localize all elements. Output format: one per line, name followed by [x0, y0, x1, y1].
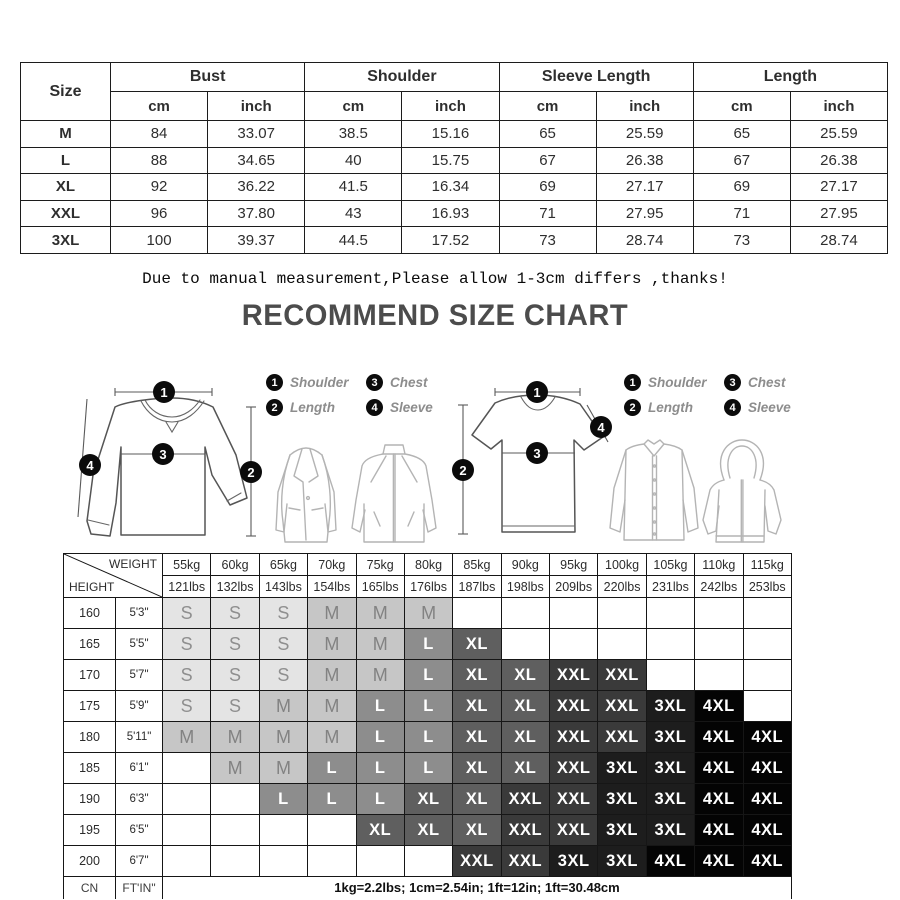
measurement-cell: 27.95	[596, 200, 693, 227]
recommended-size-cell: XL	[404, 815, 452, 846]
empty-cell	[743, 691, 792, 722]
recommended-size-cell: XL	[453, 629, 501, 660]
legend-number-icon: 4	[724, 399, 741, 416]
size-column-header: Size	[21, 63, 111, 121]
weight-lbs-header: 165lbs	[356, 576, 404, 598]
legend-shoulder	[624, 374, 724, 391]
height-cm-cell: 200	[64, 846, 116, 877]
measurement-cell: 28.74	[790, 227, 887, 254]
length-marker: 2	[452, 459, 474, 481]
measure-legend	[266, 374, 454, 416]
recommended-size-cell: XXL	[550, 722, 598, 753]
measurement-note: Due to manual measurement,Please allow 1-3cm differs ,thanks!	[142, 270, 728, 288]
recommended-size-cell: 3XL	[646, 691, 694, 722]
measurement-cell: 73	[499, 227, 596, 254]
longsleeve-shirt-diagram	[75, 385, 270, 545]
legend-label: Length	[290, 400, 335, 415]
recommend-size-matrix	[63, 553, 792, 899]
measurement-cell: 65	[499, 121, 596, 148]
recommended-size-cell: 4XL	[646, 846, 694, 877]
empty-cell	[646, 598, 694, 629]
recommended-size-cell: S	[211, 629, 259, 660]
recommended-size-cell: XL	[453, 722, 501, 753]
recommended-size-cell: XL	[453, 691, 501, 722]
cn-unit-cell: CN	[64, 877, 116, 899]
size-row	[21, 227, 888, 254]
weight-kg-header: 80kg	[404, 554, 452, 576]
measurement-cell: 39.37	[208, 227, 305, 254]
shoulder-marker: 1	[526, 381, 548, 403]
weight-lbs-header: 143lbs	[259, 576, 307, 598]
measurement-cell: 96	[111, 200, 208, 227]
legend-sleeve	[366, 399, 454, 416]
legend-label: Chest	[390, 375, 428, 390]
weight-lbs-header: 121lbs	[163, 576, 211, 598]
recommended-size-cell: M	[211, 753, 259, 784]
measurement-cell: 25.59	[790, 121, 887, 148]
weight-kg-header: 70kg	[308, 554, 356, 576]
height-ftin-cell: 6'7"	[116, 846, 163, 877]
height-row	[64, 784, 792, 815]
measurement-cell: 27.17	[596, 174, 693, 201]
size-name-cell: 3XL	[21, 227, 111, 254]
recommended-size-cell: L	[356, 753, 404, 784]
weight-kg-header: 105kg	[646, 554, 694, 576]
weight-lbs-header-row	[64, 576, 792, 598]
corner-weight-label: WEIGHT	[109, 557, 157, 571]
weight-lbs-header: 154lbs	[308, 576, 356, 598]
legend-number-icon: 1	[266, 374, 283, 391]
size-name-cell: XXL	[21, 200, 111, 227]
unit-inch-header: inch	[596, 92, 693, 121]
recommended-size-cell: M	[356, 629, 404, 660]
recommended-size-cell: S	[163, 598, 211, 629]
measurement-cell: 17.52	[402, 227, 499, 254]
height-ftin-cell: 6'5"	[116, 815, 163, 846]
empty-cell	[308, 815, 356, 846]
legend-chest	[366, 374, 454, 391]
length-header: Length	[693, 63, 887, 92]
measurement-cell: 44.5	[305, 227, 402, 254]
empty-cell	[163, 846, 211, 877]
recommended-size-cell: S	[211, 660, 259, 691]
recommended-size-cell: M	[308, 660, 356, 691]
empty-cell	[356, 846, 404, 877]
recommended-size-cell: S	[163, 660, 211, 691]
weight-lbs-header: 220lbs	[598, 576, 646, 598]
legend-label: Shoulder	[648, 375, 707, 390]
length-marker: 2	[240, 461, 262, 483]
height-row	[64, 629, 792, 660]
recommended-size-cell: 4XL	[695, 722, 743, 753]
height-row	[64, 691, 792, 722]
legend-number-icon: 4	[366, 399, 383, 416]
recommended-size-cell: L	[404, 691, 452, 722]
recommended-size-cell: L	[404, 753, 452, 784]
height-ftin-cell: 5'9"	[116, 691, 163, 722]
legend-length	[266, 399, 366, 416]
height-cm-cell: 175	[64, 691, 116, 722]
hoodie-illustration	[698, 434, 786, 550]
recommended-size-cell: XL	[453, 784, 501, 815]
height-cm-cell: 170	[64, 660, 116, 691]
recommended-size-cell: XXL	[598, 722, 646, 753]
empty-cell	[404, 846, 452, 877]
height-row	[64, 660, 792, 691]
recommended-size-cell: L	[308, 784, 356, 815]
measurement-cell: 16.34	[402, 174, 499, 201]
legend-shoulder	[266, 374, 366, 391]
size-row	[21, 200, 888, 227]
measurement-table	[20, 62, 888, 254]
shoulder-header: Shoulder	[305, 63, 499, 92]
legend-number-icon: 3	[724, 374, 741, 391]
weight-kg-header: 100kg	[598, 554, 646, 576]
measurement-cell: 65	[693, 121, 790, 148]
legend-label: Length	[648, 400, 693, 415]
recommended-size-cell: 3XL	[598, 753, 646, 784]
measurement-cell: 92	[111, 174, 208, 201]
measurement-cell: 67	[499, 147, 596, 174]
group-header-row	[21, 63, 888, 92]
empty-cell	[211, 815, 259, 846]
recommended-size-cell: M	[308, 722, 356, 753]
measurement-cell: 15.75	[402, 147, 499, 174]
measurement-cell: 28.74	[596, 227, 693, 254]
recommended-size-cell: L	[308, 753, 356, 784]
tshirt-diagram	[450, 385, 620, 545]
empty-cell	[163, 753, 211, 784]
recommended-size-cell: L	[404, 660, 452, 691]
recommended-size-cell: M	[259, 691, 307, 722]
unit-cm-header: cm	[305, 92, 402, 121]
height-ftin-cell: 5'5"	[116, 629, 163, 660]
empty-cell	[259, 815, 307, 846]
empty-cell	[695, 598, 743, 629]
button-shirt-illustration	[606, 436, 702, 548]
weight-lbs-header: 253lbs	[743, 576, 792, 598]
recommended-size-cell: S	[163, 629, 211, 660]
recommended-size-cell: S	[259, 660, 307, 691]
shoulder-marker: 1	[153, 381, 175, 403]
conversion-note: 1kg=2.2lbs; 1cm=2.54in; 1ft=12in; 1ft=30.48cm	[163, 877, 792, 899]
recommended-size-cell: 3XL	[646, 784, 694, 815]
weight-kg-header: 60kg	[211, 554, 259, 576]
empty-cell	[501, 598, 549, 629]
height-ftin-cell: 5'7"	[116, 660, 163, 691]
unit-cm-header: cm	[499, 92, 596, 121]
height-cm-cell: 185	[64, 753, 116, 784]
measurement-cell: 33.07	[208, 121, 305, 148]
weight-lbs-header: 209lbs	[550, 576, 598, 598]
empty-cell	[598, 629, 646, 660]
matrix-footer-row	[64, 877, 792, 899]
size-name-cell: XL	[21, 174, 111, 201]
measurement-cell: 15.16	[402, 121, 499, 148]
recommended-size-cell: M	[163, 722, 211, 753]
empty-cell	[550, 629, 598, 660]
unit-inch-header: inch	[402, 92, 499, 121]
empty-cell	[501, 629, 549, 660]
recommended-size-cell: XL	[501, 753, 549, 784]
height-cm-cell: 160	[64, 598, 116, 629]
empty-cell	[598, 598, 646, 629]
height-cm-cell: 165	[64, 629, 116, 660]
measurement-cell: 43	[305, 200, 402, 227]
recommended-size-cell: 4XL	[695, 846, 743, 877]
legend-label: Shoulder	[290, 375, 349, 390]
empty-cell	[695, 660, 743, 691]
empty-cell	[308, 846, 356, 877]
weight-lbs-header: 132lbs	[211, 576, 259, 598]
size-name-cell: L	[21, 147, 111, 174]
measurement-cell: 100	[111, 227, 208, 254]
empty-cell	[259, 846, 307, 877]
recommended-size-cell: S	[259, 598, 307, 629]
size-row	[21, 174, 888, 201]
recommended-size-cell: M	[308, 629, 356, 660]
weight-kg-header: 65kg	[259, 554, 307, 576]
recommended-size-cell: M	[356, 598, 404, 629]
weight-kg-header: 90kg	[501, 554, 549, 576]
measurement-cell: 26.38	[790, 147, 887, 174]
recommended-size-cell: 4XL	[743, 722, 792, 753]
weight-kg-header: 115kg	[743, 554, 792, 576]
legend-number-icon: 3	[366, 374, 383, 391]
measurement-cell: 40	[305, 147, 402, 174]
recommended-size-cell: 3XL	[550, 846, 598, 877]
recommended-size-cell: 4XL	[743, 815, 792, 846]
recommended-size-cell: L	[356, 722, 404, 753]
weight-kg-header: 110kg	[695, 554, 743, 576]
recommended-size-cell: XXL	[550, 753, 598, 784]
size-row	[21, 121, 888, 148]
weight-kg-header: 75kg	[356, 554, 404, 576]
measurement-cell: 36.22	[208, 174, 305, 201]
measurement-cell: 16.93	[402, 200, 499, 227]
legend-length	[624, 399, 724, 416]
recommended-size-cell: XXL	[550, 660, 598, 691]
weight-lbs-header: 242lbs	[695, 576, 743, 598]
measurement-cell: 37.80	[208, 200, 305, 227]
measurement-cell: 38.5	[305, 121, 402, 148]
weight-lbs-header: 187lbs	[453, 576, 501, 598]
sleeve-marker: 4	[79, 454, 101, 476]
recommended-size-cell: XL	[501, 691, 549, 722]
unit-header-row	[21, 92, 888, 121]
bust-header: Bust	[111, 63, 305, 92]
recommended-size-cell: 4XL	[695, 691, 743, 722]
empty-cell	[695, 629, 743, 660]
measurement-cell: 84	[111, 121, 208, 148]
height-ftin-cell: 6'1"	[116, 753, 163, 784]
recommended-size-cell: XL	[356, 815, 404, 846]
measurement-cell: 26.38	[596, 147, 693, 174]
recommended-size-cell: 4XL	[695, 784, 743, 815]
recommended-size-cell: 3XL	[598, 784, 646, 815]
recommended-size-cell: XL	[453, 815, 501, 846]
recommended-size-cell: S	[259, 629, 307, 660]
legend-label: Chest	[748, 375, 786, 390]
weight-kg-header: 85kg	[453, 554, 501, 576]
height-cm-cell: 195	[64, 815, 116, 846]
height-weight-corner-cell	[64, 554, 163, 598]
recommended-size-cell: M	[308, 598, 356, 629]
height-ftin-cell: 6'3"	[116, 784, 163, 815]
empty-cell	[743, 598, 792, 629]
empty-cell	[163, 815, 211, 846]
recommended-size-cell: S	[211, 598, 259, 629]
recommended-size-cell: S	[163, 691, 211, 722]
sleeve-length-header: Sleeve Length	[499, 63, 693, 92]
recommended-size-cell: XXL	[550, 784, 598, 815]
sleeve-marker: 4	[590, 416, 612, 438]
legend-label: Sleeve	[748, 400, 791, 415]
empty-cell	[743, 629, 792, 660]
ftin-unit-cell: FT'IN"	[116, 877, 163, 899]
empty-cell	[163, 784, 211, 815]
measurement-cell: 69	[499, 174, 596, 201]
height-ftin-cell: 5'3"	[116, 598, 163, 629]
recommended-size-cell: XL	[501, 660, 549, 691]
recommended-size-cell: L	[259, 784, 307, 815]
height-row	[64, 722, 792, 753]
recommended-size-cell: L	[356, 784, 404, 815]
empty-cell	[646, 660, 694, 691]
blazer-illustration	[270, 442, 342, 548]
recommended-size-cell: 4XL	[743, 846, 792, 877]
recommended-size-cell: L	[404, 629, 452, 660]
chest-marker: 3	[152, 443, 174, 465]
weight-kg-header: 95kg	[550, 554, 598, 576]
legend-label: Sleeve	[390, 400, 433, 415]
recommended-size-cell: XXL	[453, 846, 501, 877]
unit-inch-header: inch	[790, 92, 887, 121]
height-row	[64, 815, 792, 846]
unit-cm-header: cm	[111, 92, 208, 121]
recommended-size-cell: XXL	[550, 815, 598, 846]
recommended-size-cell: 3XL	[598, 815, 646, 846]
weight-lbs-header: 198lbs	[501, 576, 549, 598]
empty-cell	[453, 598, 501, 629]
measurement-cell: 27.17	[790, 174, 887, 201]
recommended-size-cell: XL	[453, 753, 501, 784]
weight-kg-header: 55kg	[163, 554, 211, 576]
recommended-size-cell: XXL	[598, 660, 646, 691]
recommended-size-cell: M	[308, 691, 356, 722]
measurement-cell: 71	[499, 200, 596, 227]
legend-number-icon: 2	[624, 399, 641, 416]
recommended-size-cell: L	[404, 722, 452, 753]
recommended-size-cell: S	[211, 691, 259, 722]
recommended-size-cell: 3XL	[646, 815, 694, 846]
recommended-size-cell: XL	[453, 660, 501, 691]
height-cm-cell: 180	[64, 722, 116, 753]
recommended-size-cell: 3XL	[646, 753, 694, 784]
recommended-size-cell: 4XL	[695, 753, 743, 784]
legend-sleeve	[724, 399, 812, 416]
size-name-cell: M	[21, 121, 111, 148]
recommended-size-cell: 4XL	[743, 753, 792, 784]
measurement-cell: 69	[693, 174, 790, 201]
height-row	[64, 598, 792, 629]
size-row	[21, 147, 888, 174]
recommended-size-cell: XXL	[501, 815, 549, 846]
empty-cell	[743, 660, 792, 691]
chest-marker: 3	[526, 442, 548, 464]
measurement-cell: 27.95	[790, 200, 887, 227]
unit-inch-header: inch	[208, 92, 305, 121]
recommended-size-cell: 3XL	[646, 722, 694, 753]
recommended-size-cell: 4XL	[695, 815, 743, 846]
recommended-size-cell: 4XL	[743, 784, 792, 815]
corner-height-label: HEIGHT	[69, 580, 115, 594]
recommended-size-cell: M	[259, 753, 307, 784]
measurement-cell: 34.65	[208, 147, 305, 174]
recommended-size-cell: XL	[501, 722, 549, 753]
recommend-size-chart-title: RECOMMEND SIZE CHART	[241, 299, 629, 332]
measurement-cell: 73	[693, 227, 790, 254]
recommended-size-cell: 3XL	[598, 846, 646, 877]
unit-cm-header: cm	[693, 92, 790, 121]
recommended-size-cell: M	[404, 598, 452, 629]
height-row	[64, 846, 792, 877]
measurement-cell: 71	[693, 200, 790, 227]
measurement-cell: 88	[111, 147, 208, 174]
recommended-size-cell: XXL	[550, 691, 598, 722]
measurement-cell: 67	[693, 147, 790, 174]
recommended-size-cell: M	[211, 722, 259, 753]
recommended-size-cell: XXL	[501, 846, 549, 877]
weight-lbs-header: 176lbs	[404, 576, 452, 598]
weight-kg-header-row	[64, 554, 792, 576]
recommended-size-cell: XXL	[501, 784, 549, 815]
legend-number-icon: 1	[624, 374, 641, 391]
weight-lbs-header: 231lbs	[646, 576, 694, 598]
height-row	[64, 753, 792, 784]
measure-legend	[624, 374, 812, 416]
recommended-size-cell: M	[259, 722, 307, 753]
recommended-size-cell: M	[356, 660, 404, 691]
height-ftin-cell: 5'11"	[116, 722, 163, 753]
empty-cell	[646, 629, 694, 660]
measurement-cell: 25.59	[596, 121, 693, 148]
legend-number-icon: 2	[266, 399, 283, 416]
recommended-size-cell: L	[356, 691, 404, 722]
empty-cell	[211, 784, 259, 815]
recommended-size-cell: XXL	[598, 691, 646, 722]
empty-cell	[550, 598, 598, 629]
recommended-size-cell: XL	[404, 784, 452, 815]
empty-cell	[211, 846, 259, 877]
measurement-cell: 41.5	[305, 174, 402, 201]
zip-jacket-illustration	[344, 440, 444, 548]
legend-chest	[724, 374, 812, 391]
height-cm-cell: 190	[64, 784, 116, 815]
